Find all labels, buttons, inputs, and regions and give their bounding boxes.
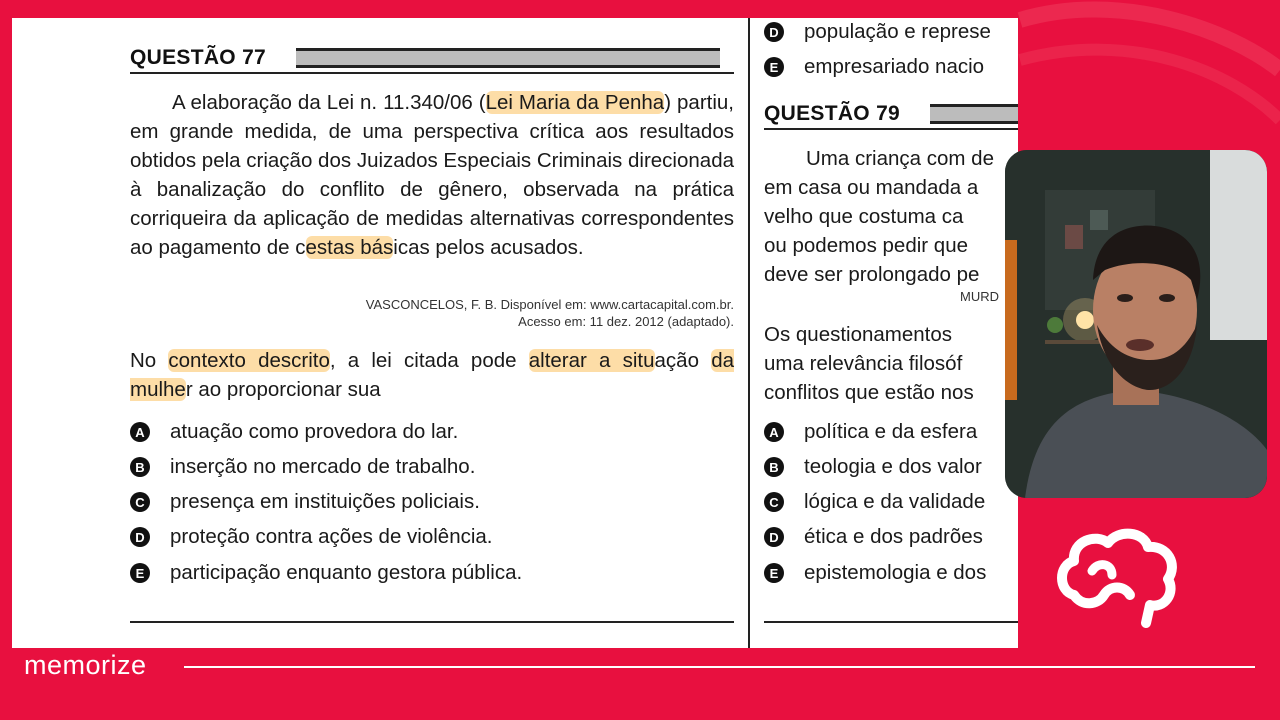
question-79-source: MURD (960, 289, 999, 304)
text-line: velho que costuma ca (764, 205, 964, 228)
source-line: VASCONCELOS, F. B. Disponível em: www.cartacapital.com.br. (365, 297, 734, 312)
text-line: em casa ou mandada a (764, 176, 979, 199)
footer-line (184, 666, 1255, 668)
header-bar (930, 104, 1018, 124)
option-text: proteção contra ações de violência. (170, 525, 493, 548)
q79-option-e[interactable] (764, 561, 986, 585)
question-79-text (764, 144, 1018, 289)
option-text: atuação como provedora do lar. (170, 420, 459, 443)
text-line: Uma criança com de (806, 147, 994, 170)
q78-option-d[interactable] (764, 20, 991, 44)
text-line: deve ser prolongado pe (764, 263, 980, 286)
option-text: epistemologia e dos (804, 561, 987, 584)
option-letter-icon: E (764, 57, 784, 77)
option-text: inserção no mercado de trabalho. (170, 455, 476, 478)
question-77-stem (130, 346, 734, 404)
option-letter-icon: D (764, 527, 784, 547)
text-line: Os questionamentos (764, 323, 953, 346)
brand-logo (24, 650, 147, 681)
question-79-stem (764, 320, 1018, 407)
text-part: r ao proporcionar sua (185, 378, 381, 401)
option-e[interactable] (130, 561, 522, 585)
text-line: ou podemos pedir que (764, 234, 969, 257)
question-77-title: QUESTÃO 77 (130, 46, 267, 69)
text-line: uma relevância filosóf (764, 352, 963, 375)
question-77-header (130, 46, 720, 70)
bottom-rule (764, 621, 1018, 623)
q78-option-e[interactable] (764, 55, 984, 79)
question-79-header (764, 102, 1018, 126)
q79-option-b[interactable] (764, 455, 982, 479)
option-text: população e represe (804, 20, 991, 43)
source-line: Acesso em: 11 dez. 2012 (adaptado). (518, 314, 734, 329)
option-letter-icon: B (764, 457, 784, 477)
option-letter-icon: C (130, 492, 150, 512)
option-letter-icon: C (764, 492, 784, 512)
option-text: política e da esfera (804, 420, 978, 443)
option-text: lógica e da validade (804, 490, 986, 513)
text-part: No (130, 349, 169, 372)
text-part: icas pelos acusados. (393, 236, 584, 259)
question-77-source (130, 296, 734, 330)
header-underline (130, 72, 734, 74)
option-letter-icon: D (130, 527, 150, 547)
text-part: , a lei citada pode (329, 349, 529, 372)
presenter-image (1005, 150, 1267, 498)
option-d[interactable] (130, 525, 493, 549)
option-letter-icon: A (764, 422, 784, 442)
option-text: ética e dos padrões (804, 525, 983, 548)
brand-name: memorize (24, 650, 147, 680)
brain-logo-icon (1052, 525, 1180, 629)
q79-option-d[interactable] (764, 525, 983, 549)
option-letter-icon: E (764, 563, 784, 583)
header-bar (296, 48, 720, 68)
highlight: alterar a situ (528, 349, 655, 372)
text-part: ) partiu, em grande medida, de uma perspectiva crítica aos resultados obtidos pela criação dos Juizados Especiais Criminais direcionada à banalização do conflito de gênero, observada na prática corriqueira da aplicação de medidas alternativas correspondentes ao pagamento de c (130, 91, 734, 259)
option-text: empresariado nacio (804, 55, 985, 78)
text-part: A elaboração da Lei n. 11.340/06 ( (172, 91, 486, 114)
highlight: Lei Maria da Penha (485, 91, 665, 114)
bottom-rule (130, 621, 734, 623)
exam-page (12, 18, 1018, 648)
option-c[interactable] (130, 490, 480, 514)
q79-option-a[interactable] (764, 420, 977, 444)
option-text: teologia e dos valor (804, 455, 982, 478)
header-underline (764, 128, 1018, 130)
text-part: ação (654, 349, 712, 372)
option-letter-icon: E (130, 563, 150, 583)
option-text: participação enquanto gestora pública. (170, 561, 523, 584)
option-b[interactable] (130, 455, 475, 479)
option-letter-icon: B (130, 457, 150, 477)
webcam-video (1005, 150, 1267, 498)
option-a[interactable] (130, 420, 458, 444)
text-line: conflitos que estão nos (764, 381, 974, 404)
question-79-title: QUESTÃO 79 (764, 102, 901, 125)
option-letter-icon: A (130, 422, 150, 442)
q79-option-c[interactable] (764, 490, 985, 514)
column-divider (748, 18, 750, 648)
option-letter-icon: D (764, 22, 784, 42)
question-77-text (130, 88, 734, 262)
highlight: estas bás (305, 236, 394, 259)
option-text: presença em instituições policiais. (170, 490, 480, 513)
highlight: da mulhe (130, 349, 734, 401)
highlight: contexto descrito (168, 349, 330, 372)
